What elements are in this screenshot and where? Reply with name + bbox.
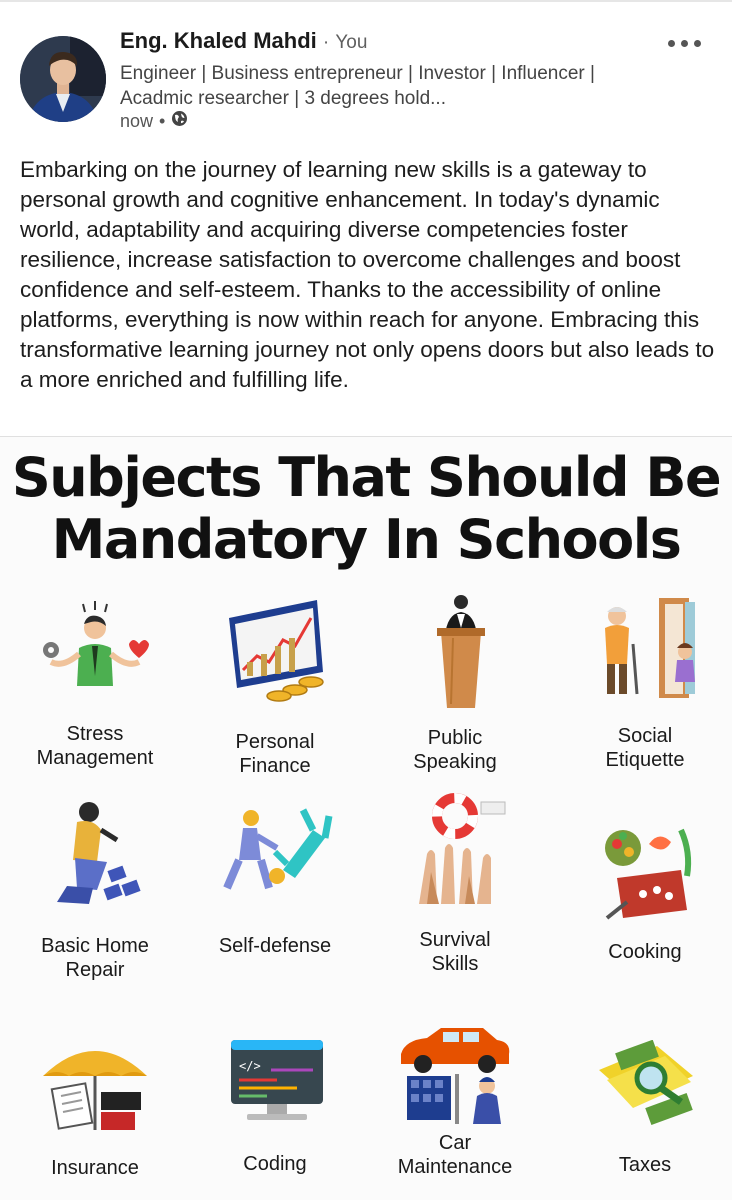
post-meta <box>120 110 188 132</box>
home-repair-icon <box>37 800 153 910</box>
subject-label: Social <box>617 725 673 747</box>
avatar[interactable] <box>20 36 106 122</box>
car-maintenance-icon <box>397 1024 513 1128</box>
subject-label: Speaking <box>413 751 497 773</box>
subject-label: Taxes <box>618 1154 672 1176</box>
personal-finance-icon <box>217 596 333 706</box>
post-time: now <box>120 110 154 131</box>
insurance-icon <box>37 1030 153 1140</box>
subject-label: Coding <box>243 1153 307 1175</box>
subject-label: Self-defense <box>218 935 332 957</box>
separator-dot: · <box>322 32 330 53</box>
subject-label: Insurance <box>51 1157 139 1179</box>
subject-label: Basic Home <box>41 935 149 957</box>
subject-label: Skills <box>431 953 479 975</box>
infographic-title-line1: Subjects That Should Be <box>11 446 721 509</box>
infographic-title-line2: Mandatory In Schools <box>51 508 681 571</box>
self-defense-icon <box>217 804 333 904</box>
public-speaking-icon <box>397 592 513 712</box>
subject-label: Management <box>36 747 154 769</box>
meta-separator: • <box>159 110 166 131</box>
post-body: Embarking on the journey of learning new skills is a gateway to personal growth and cognitive enhancement. In today's dynamic world, adaptability and acquiring diverse competencies foster resilience, increase satisfaction to overcome challenges and boost confidence and self-esteem. Thanks to the accessibility of online platforms, everything is now within reach for anyone. Embracing this transformative learning journey not only opens doors but also leads to a more enriched and fulfilling life. <box>20 157 715 392</box>
author-name[interactable]: Eng. Khaled Mahdi <box>120 28 317 53</box>
coding-icon <box>217 1036 333 1126</box>
you-label: You <box>335 32 368 53</box>
svg-text:</>: </> <box>239 1059 261 1073</box>
globe-icon <box>171 110 188 132</box>
subject-label: Repair <box>65 959 125 981</box>
subject-label: Finance <box>239 755 311 777</box>
author-line <box>120 28 367 54</box>
social-etiquette-icon <box>587 594 703 704</box>
post-header <box>0 0 732 140</box>
cooking-icon <box>587 822 703 932</box>
subject-label: Car <box>438 1132 472 1154</box>
taxes-icon <box>587 1040 703 1130</box>
subject-label: Maintenance <box>397 1156 513 1178</box>
subject-label: Personal <box>235 731 315 753</box>
subject-label: Stress <box>66 723 124 745</box>
subject-label: Survival <box>419 929 491 951</box>
subject-label: Public <box>427 727 483 749</box>
more-options-icon[interactable] <box>668 34 712 52</box>
infographic-title <box>0 447 732 571</box>
survival-skills-icon <box>397 792 513 908</box>
stress-management-icon <box>37 598 153 698</box>
subject-label: Cooking <box>608 941 682 963</box>
subject-label: Etiquette <box>605 749 685 771</box>
author-headline: Engineer | Business entrepreneur | Investor | Influencer | Acadmic researcher | 3 degrees hold... <box>120 63 595 109</box>
